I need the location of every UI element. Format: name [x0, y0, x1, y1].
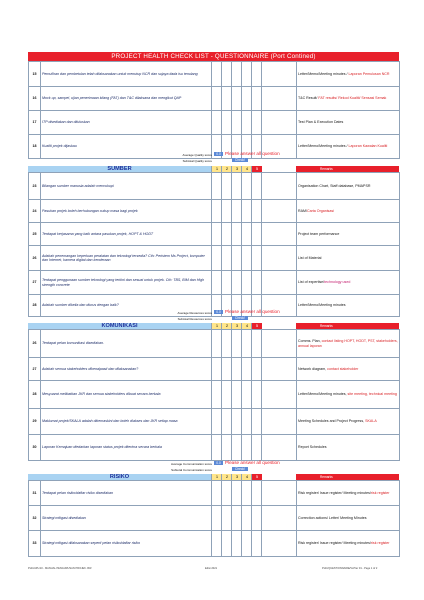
question-text: Adakah sumber dikelia dan diurus dengan baik? [41, 295, 212, 317]
remarks-cell [297, 62, 400, 87]
score-cell-3[interactable] [232, 330, 242, 358]
score-cell-5[interactable] [252, 246, 262, 271]
score-cell-5[interactable] [252, 111, 262, 135]
remarks-text: Comms. Plan, [298, 339, 321, 344]
remarks-text: Risk register/ Issue register/ Meeting minutes/ [298, 490, 371, 495]
score-cell-3[interactable] [232, 173, 242, 200]
remarks-text: Project team performance [298, 231, 340, 236]
blank-cell [262, 531, 297, 557]
quality-table [28, 61, 400, 159]
table-row [29, 435, 400, 461]
question-number: 28 [29, 381, 41, 409]
footer-right: PHC/QUESTIONNAIRE/V2/Ver 01 - Page 1 of 2 [322, 567, 378, 570]
score-cell-3[interactable] [232, 223, 242, 246]
score-header-1: 1 [211, 323, 222, 329]
check-indicator: Check! [232, 467, 248, 471]
question-text: Terdapat pelan risiko/daftar risiko disediakan [41, 481, 212, 506]
remarks-cell [297, 409, 400, 435]
question-number: 30 [29, 435, 41, 461]
score-cell-1[interactable] [212, 173, 222, 200]
remarks-highlight: SKALA [365, 419, 377, 424]
question-text: Mesyuarat melibatkan JKR dan semua stakeholders dibuat secara berkala [41, 381, 212, 409]
blank-cell [262, 246, 297, 271]
score-cell-2[interactable] [222, 481, 232, 506]
score-cell-1[interactable] [212, 358, 222, 381]
score-cell-5[interactable] [252, 87, 262, 111]
question-text: Pasukan projek boleh berhubungan cukup masa bagi projek [41, 200, 212, 223]
remarks-cell [297, 358, 400, 381]
score-header-2: 2 [221, 323, 232, 329]
score-cell-4[interactable] [242, 506, 252, 531]
question-number: 32 [29, 506, 41, 531]
score-header-2: 2 [221, 166, 232, 172]
score-cell-1[interactable] [212, 200, 222, 223]
blank-cell [262, 330, 297, 358]
remarks-cell [297, 481, 400, 506]
average-score-value: 0.0 [214, 152, 223, 156]
blank-cell [262, 481, 297, 506]
table-row [29, 531, 400, 557]
blank-cell [262, 111, 297, 135]
remarks-cell [297, 200, 400, 223]
score-cell-1[interactable] [212, 330, 222, 358]
remarks-cell [297, 435, 400, 461]
table-row [29, 381, 400, 409]
score-cell-4[interactable] [242, 62, 252, 87]
remarks-highlight: Carta Organisasi [306, 208, 334, 213]
question-number: 26 [29, 330, 41, 358]
question-text: Adakah penemangan keperluan peralatan dan teknologi tersedia? Cth: Peristem Ms Project, komputer dan Internet, kamera digital dan kenderaan [41, 246, 212, 271]
score-cell-4[interactable] [242, 173, 252, 200]
answer-all-warning: Please answer all question [225, 309, 280, 314]
score-cell-1[interactable] [212, 531, 222, 557]
score-cell-1[interactable] [212, 409, 222, 435]
blank-cell [262, 200, 297, 223]
answer-all-warning: Please answer all question [225, 460, 280, 465]
score-cell-5[interactable] [252, 330, 262, 358]
score-cell-2[interactable] [222, 271, 232, 295]
question-text: Strategi mitigasi disediakan [41, 506, 212, 531]
score-cell-2[interactable] [222, 87, 232, 111]
score-cell-2[interactable] [222, 358, 232, 381]
score-cell-3[interactable] [232, 271, 242, 295]
remarks-text: Report Schedules [298, 445, 327, 450]
remarks-cell [297, 111, 400, 135]
score-cell-5[interactable] [252, 409, 262, 435]
score-cell-1[interactable] [212, 271, 222, 295]
subtotal-score-label: Subtotal Resources score [177, 317, 212, 321]
remarks-text: Correction actions/ Letter/ Meeting Minutes [298, 515, 367, 520]
score-cell-5[interactable] [252, 381, 262, 409]
blank-cell [262, 409, 297, 435]
section-title: SUMBER [28, 166, 211, 172]
score-cell-3[interactable] [232, 381, 242, 409]
table-row [29, 87, 400, 111]
remarks-text: Organisation Chart, Staff database, PMAPSR [298, 183, 371, 188]
remarks-cell [297, 271, 400, 295]
komunikasi-table [28, 329, 400, 461]
score-header-5: 5 [251, 166, 262, 172]
blank-cell [262, 381, 297, 409]
question-number: 29 [29, 409, 41, 435]
remarks-cell [297, 87, 400, 111]
remarks-header: Remarks [296, 474, 399, 480]
question-number: 27 [29, 358, 41, 381]
score-cell-2[interactable] [222, 246, 232, 271]
sumber-table [28, 172, 400, 317]
remarks-cell [297, 173, 400, 200]
blank-cell [262, 435, 297, 461]
score-cell-4[interactable] [242, 111, 252, 135]
question-text: Bilangan sumber manusia adalah mencukupi [41, 173, 212, 200]
score-header-2: 2 [221, 474, 232, 480]
remarks-text: Meeting Schedules and Project Progress, [298, 419, 365, 424]
score-cell-3[interactable] [232, 358, 242, 381]
score-header-3: 3 [231, 474, 242, 480]
remarks-text: Letter/Memo/Meeting minutes [298, 303, 346, 308]
question-text: Strategi mitigasi dilaksanakan seperti pelan risiko/daftar risiko [41, 531, 212, 557]
question-number: 16 [29, 87, 41, 111]
remarks-highlight: risk register [370, 490, 390, 495]
question-text: ITP disediakan dan diluluskan [41, 111, 212, 135]
score-cell-2[interactable] [222, 111, 232, 135]
score-cell-4[interactable] [242, 409, 252, 435]
question-number: 24 [29, 200, 41, 223]
score-cell-4[interactable] [242, 246, 252, 271]
score-cell-3[interactable] [232, 435, 242, 461]
answer-all-warning: Please answer all question [225, 151, 280, 156]
subtotal-score-label: Subtotal Quality score [182, 159, 212, 163]
table-row [29, 506, 400, 531]
score-cell-1[interactable] [212, 435, 222, 461]
score-cell-1[interactable] [212, 246, 222, 271]
score-cell-5[interactable] [252, 271, 262, 295]
score-cell-3[interactable] [232, 87, 242, 111]
remarks-highlight: contact stakeholder [327, 366, 359, 371]
score-cell-5[interactable] [252, 481, 262, 506]
score-cell-3[interactable] [232, 62, 242, 87]
score-cell-4[interactable] [242, 435, 252, 461]
blank-cell [262, 62, 297, 87]
section-title: KOMUNIKASI [28, 323, 211, 329]
score-cell-4[interactable] [242, 223, 252, 246]
score-cell-2[interactable] [222, 223, 232, 246]
remarks-highlight: Laporan Kawalan Kualiti [348, 144, 388, 149]
average-score-label: Average Quality score [182, 153, 212, 157]
average-score-value: 0.0 [214, 461, 223, 465]
question-number: 25 [29, 223, 41, 246]
score-cell-5[interactable] [252, 531, 262, 557]
blank-cell [262, 173, 297, 200]
average-score-label: Average Communication score [171, 462, 212, 466]
score-cell-3[interactable] [232, 246, 242, 271]
remarks-highlight: risk register [370, 541, 390, 546]
remarks-highlight: Laporan Pemulusan NCR [348, 71, 390, 76]
remarks-text: Letter/Memo/Meeting minutes / [298, 71, 348, 76]
score-cell-2[interactable] [222, 506, 232, 531]
score-cell-5[interactable] [252, 435, 262, 461]
remarks-highlight: FAT results/ Rekod Kualiti/ Sensasi Semak [318, 96, 387, 101]
footer-center: Edisi 2021 [205, 567, 218, 570]
score-cell-4[interactable] [242, 358, 252, 381]
remarks-text: T&C Result/ [298, 96, 318, 101]
remarks-cell [297, 223, 400, 246]
remarks-text: List of expertise/ [298, 280, 325, 285]
score-header-1: 1 [211, 474, 222, 480]
table-row [29, 223, 400, 246]
question-text: Adakah semua stakeholders dikenalpasti dan dilaksanakan? [41, 358, 212, 381]
remarks-cell [297, 381, 400, 409]
score-cell-1[interactable] [212, 223, 222, 246]
score-header-3: 3 [231, 323, 242, 329]
remarks-cell [297, 506, 400, 531]
remarks-text: Letter/Memo/Meeting minutes / [298, 144, 348, 149]
table-row [29, 246, 400, 271]
score-cell-5[interactable] [252, 62, 262, 87]
score-cell-1[interactable] [212, 506, 222, 531]
remarks-text: Test Plan & Execution Dates [298, 120, 344, 125]
score-cell-3[interactable] [232, 531, 242, 557]
score-cell-2[interactable] [222, 381, 232, 409]
page-title: PROJECT HEALTH CHECK LIST - QUESTIONNAIRE (Port Contined) [28, 52, 399, 61]
remarks-highlight: technology used [324, 280, 351, 285]
table-row [29, 481, 400, 506]
score-cell-2[interactable] [222, 200, 232, 223]
table-row [29, 409, 400, 435]
score-cell-2[interactable] [222, 531, 232, 557]
question-number: 31 [29, 481, 41, 506]
score-cell-4[interactable] [242, 531, 252, 557]
table-row [29, 200, 400, 223]
score-cell-5[interactable] [252, 200, 262, 223]
risiko-table [28, 480, 400, 557]
remarks-text: RAM/ [298, 208, 307, 213]
table-row [29, 173, 400, 200]
table-row [29, 111, 400, 135]
section-title: RISIKO [28, 474, 211, 480]
table-row [29, 62, 400, 87]
table-row [29, 271, 400, 295]
remarks-text: Letter/Memo/Meeting minutes, [298, 392, 347, 397]
question-number: 23 [29, 173, 41, 200]
remarks-text: Network diagram, [298, 366, 327, 371]
score-cell-1[interactable] [212, 381, 222, 409]
subtotal-score-label: Subtotal Communication score [171, 468, 212, 472]
score-cell-3[interactable] [232, 481, 242, 506]
score-cell-5[interactable] [252, 173, 262, 200]
score-cell-4[interactable] [242, 330, 252, 358]
table-row [29, 358, 400, 381]
question-text: Maklumat projek/SKALA adalah dikemaskini dan boleh diakses dan JKR setiap masa [41, 409, 212, 435]
score-header-4: 4 [241, 323, 252, 329]
remarks-cell [297, 531, 400, 557]
score-header-4: 4 [241, 166, 252, 172]
score-cell-2[interactable] [222, 62, 232, 87]
score-cell-4[interactable] [242, 271, 252, 295]
question-text: Mock up, sampel, ujian penerimaan kilang (FAT) dan T&C dilaksana dan mengikut QAP [41, 87, 212, 111]
question-text: Pemulihan dan pembetulan telah dilaksanakan untuk menutup NCR dan sujaya tiada isu tenulang [41, 62, 212, 87]
remarks-highlight: site meeting, technical meeting [347, 392, 397, 397]
score-cell-3[interactable] [232, 111, 242, 135]
remarks-text: Risk register/ Issue register/ Meeting minutes/ [298, 541, 371, 546]
score-header-4: 4 [241, 474, 252, 480]
footer-left: PHC/APL/10 - MANUAL PENGURUSAN PROJEK JKR [28, 567, 92, 570]
score-cell-5[interactable] [252, 223, 262, 246]
remarks-text: List of Material [298, 255, 322, 260]
remarks-cell [297, 246, 400, 271]
table-row [29, 330, 400, 358]
blank-cell [262, 87, 297, 111]
remarks-cell [297, 330, 400, 358]
score-cell-1[interactable] [212, 62, 222, 87]
question-number: 17 [29, 111, 41, 135]
remarks-cell [297, 295, 400, 317]
score-cell-2[interactable] [222, 409, 232, 435]
average-score-value: 0.0 [214, 310, 223, 314]
question-text: Terdapat pelan komunikasi disediakan. [41, 330, 212, 358]
score-cell-1[interactable] [212, 111, 222, 135]
question-number: 27 [29, 271, 41, 295]
score-cell-1[interactable] [212, 87, 222, 111]
check-indicator: Check! [232, 316, 248, 320]
average-score-label: Average Resources score [177, 311, 212, 315]
score-cell-3[interactable] [232, 506, 242, 531]
remarks-highlight: contact listing HOPT, HODT, PST, stakeholders, annual laporan [298, 339, 398, 348]
question-number: 15 [29, 62, 41, 87]
score-cell-5[interactable] [252, 358, 262, 381]
score-header-5: 5 [251, 474, 262, 480]
score-cell-1[interactable] [212, 481, 222, 506]
score-cell-4[interactable] [242, 87, 252, 111]
score-header-5: 5 [251, 323, 262, 329]
question-number: 26 [29, 246, 41, 271]
score-cell-3[interactable] [232, 200, 242, 223]
question-number: 33 [29, 531, 41, 557]
score-cell-4[interactable] [242, 381, 252, 409]
score-cell-2[interactable] [222, 173, 232, 200]
remarks-cell [297, 135, 400, 159]
score-cell-2[interactable] [222, 435, 232, 461]
score-cell-2[interactable] [222, 330, 232, 358]
question-number: 18 [29, 135, 41, 159]
question-text: Terdapat kerjasama yang baik antara pasukan projek, HOPT & HODT [41, 223, 212, 246]
blank-cell [262, 223, 297, 246]
blank-cell [262, 358, 297, 381]
blank-cell [262, 506, 297, 531]
blank-cell [262, 271, 297, 295]
check-indicator: Check! [232, 158, 248, 162]
question-text: Laporan Kemajuan diedarkan laporan status projek diterima secara berkala [41, 435, 212, 461]
question-text: Kualiti projek dijaskau [41, 135, 212, 159]
remarks-header: Remarks [296, 166, 399, 172]
score-cell-4[interactable] [242, 200, 252, 223]
score-cell-3[interactable] [232, 409, 242, 435]
score-cell-4[interactable] [242, 481, 252, 506]
score-header-3: 3 [231, 166, 242, 172]
question-number: 28 [29, 295, 41, 317]
score-cell-5[interactable] [252, 506, 262, 531]
question-text: Terdapat penggunaan sumber teknologi yang terkini dan sesuai untuk projek. Cth: TBS, BIM dan High strength concrete [41, 271, 212, 295]
score-header-1: 1 [211, 166, 222, 172]
remarks-header: Remarks [296, 323, 399, 329]
